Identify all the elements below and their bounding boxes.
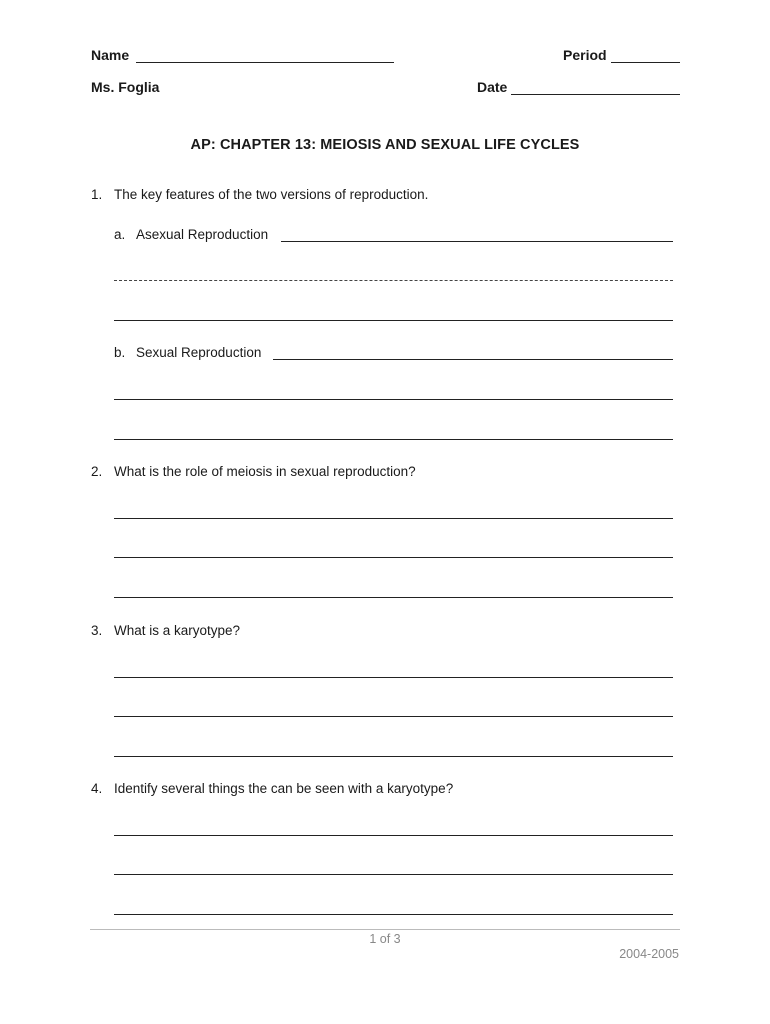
- answer-line[interactable]: [114, 716, 673, 717]
- answer-line[interactable]: [114, 677, 673, 678]
- date-field-line[interactable]: [511, 94, 680, 95]
- question-1a-letter: a.: [114, 227, 126, 242]
- answer-line[interactable]: [114, 597, 673, 598]
- footer-divider: [90, 929, 680, 930]
- answer-line[interactable]: [114, 320, 673, 321]
- question-1-number: 1.: [91, 187, 103, 202]
- period-field-line[interactable]: [611, 62, 680, 63]
- answer-line[interactable]: [114, 439, 673, 440]
- answer-line[interactable]: [114, 518, 673, 519]
- question-1a-text: Asexual Reproduction: [136, 227, 269, 242]
- name-field-line[interactable]: [136, 62, 394, 63]
- page-number: 1 of 3: [369, 932, 401, 946]
- question-3-number: 3.: [91, 623, 103, 638]
- question-4-text: Identify several things the can be seen with a karyotype?: [114, 781, 454, 796]
- period-label: Period: [563, 47, 607, 63]
- question-1-text: The key features of the two versions of reproduction.: [114, 187, 429, 202]
- question-3-text: What is a karyotype?: [114, 623, 241, 638]
- answer-line[interactable]: [114, 874, 673, 875]
- answer-line[interactable]: [114, 280, 673, 281]
- school-year: 2004-2005: [619, 947, 679, 961]
- teacher-name: Ms. Foglia: [91, 79, 160, 95]
- answer-line[interactable]: [114, 914, 673, 915]
- answer-line[interactable]: [281, 241, 673, 242]
- question-1b-letter: b.: [114, 345, 126, 360]
- answer-line[interactable]: [114, 835, 673, 836]
- question-1b-text: Sexual Reproduction: [136, 345, 262, 360]
- question-2-text: What is the role of meiosis in sexual reproduction?: [114, 464, 416, 479]
- date-label: Date: [477, 79, 508, 95]
- answer-line[interactable]: [114, 557, 673, 558]
- question-4-number: 4.: [91, 781, 103, 796]
- worksheet-title: AP: CHAPTER 13: MEIOSIS AND SEXUAL LIFE CYCLES: [190, 137, 580, 153]
- answer-line[interactable]: [273, 359, 673, 360]
- question-2-number: 2.: [91, 464, 103, 479]
- answer-line[interactable]: [114, 756, 673, 757]
- answer-line[interactable]: [114, 399, 673, 400]
- name-label: Name: [91, 47, 130, 63]
